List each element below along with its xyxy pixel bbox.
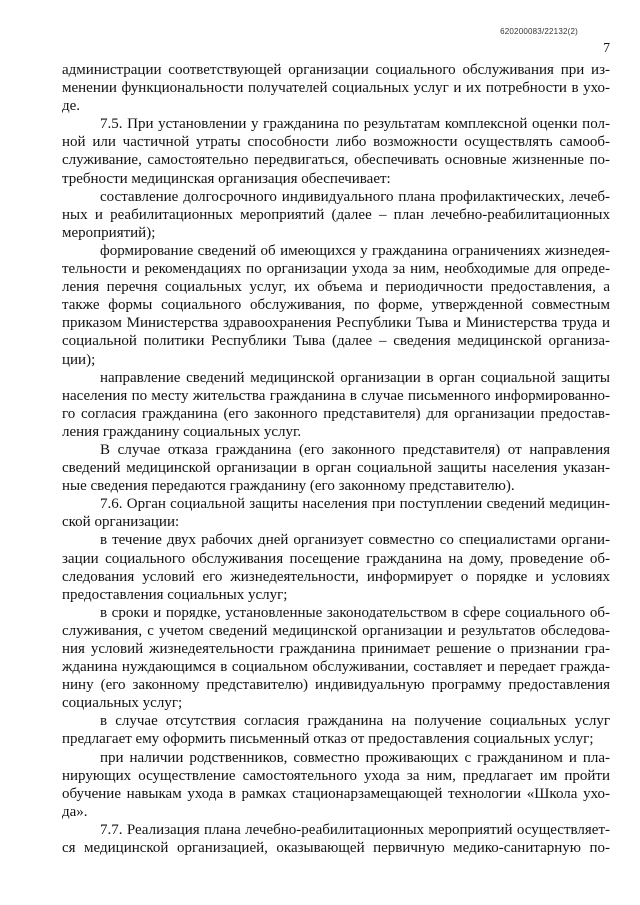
text-line: в случае отсутствия согласия гражданина на получение социальных услуг [100,713,610,730]
text-line: ные сведения передаются гражданину (его законному представителю). [62,478,515,495]
text-line: приказом Министерства здравоохранения Республики Тыва и Министерства труда и [62,315,610,332]
text-line: да». [62,803,88,820]
text-line: мероприятий); [62,224,156,241]
paragraph [62,531,610,603]
paragraph [62,61,610,115]
text-line: ления гражданину социальных услуг. [62,423,302,440]
text-line: В случае отказа гражданина (его законного представителя) от направления [100,441,610,458]
text-line: нину (его законному представителю) индивидуальную программу предоставления [62,677,610,694]
paragraph [62,749,610,821]
text-line: составление долгосрочного индивидуального плана профилактических, лечеб- [100,188,610,205]
text-line: предлагает ему оформить письменный отказ от предоставления социальных услуг; [62,731,594,748]
text-line: предоставления социальных услуг; [62,586,288,603]
text-line: ции); [62,351,96,368]
text-line: зации социального обслуживания посещение гражданина на дому, проведение об- [62,550,610,567]
text-line: де. [62,98,81,115]
text-line: нирующих осуществление самостоятельного ухода за ним, предлагает им пройти [62,767,610,784]
document-registration-code: 620200083/22132(2) [500,27,578,36]
text-line: ния условий жизнедеятельности гражданина принимает решение о признании гра- [62,641,610,657]
text-line: ской организации: [62,514,180,531]
text-line: в сроки и порядке, установленные законодательством в сфере социального об- [100,604,610,621]
paragraph [62,369,610,441]
text-line: социальных услуг; [62,695,183,712]
text-line: служивания, с учетом сведений медицинской организации и результатов обследова- [62,622,610,639]
text-line: ся медицинской организацией, оказывающей первичную медико-санитарную по- [62,840,610,857]
text-line: го согласия гражданина (его законного представителя) для организации предостав- [62,405,610,422]
text-line: служивание, самостоятельно передвигаться, обеспечивать основные жизненные по- [62,152,610,169]
text-line: жданина нуждающимся в социальном обслуживании, составляет и передает гражда- [62,659,610,676]
text-line: формирование сведений об имеющихся у гражданина ограничениях жизнедея- [100,242,610,259]
paragraph [62,441,610,495]
text-line: ных и реабилитационных мероприятий (далее – план лечебно-реабилитационных [62,206,610,223]
paragraph [62,115,610,187]
text-line: населения по месту жительства гражданина в случае письменного информированно- [62,387,610,404]
text-line: в течение двух рабочих дней организует совместно со специалистами органи- [100,532,610,549]
paragraph [62,495,610,531]
paragraph [62,604,610,713]
text-line: также формы социального обслуживания, по форме, утвержденной совместным [62,297,610,314]
page-number: 7 [603,40,610,55]
text-line: 7.6. Орган социальной защиты населения при поступлении сведений медицин- [100,496,610,513]
text-line: при наличии родственников, совместно проживающих с гражданином и пла- [100,749,610,766]
document-body [62,61,610,857]
text-line: обучение навыкам ухода в рамках стационарзамещающей технологии «Школа ухо- [62,785,610,802]
text-line: следования условий его жизнедеятельности, информирует о порядке и условиях [62,568,610,585]
text-line: 7.5. При установлении у гражданина по результатам комплексной оценки пол- [100,116,610,133]
text-line: требности медицинская организация обеспечивает: [62,170,391,187]
text-line: администрации соответствующей организации социального обслуживания при из- [62,62,610,78]
text-line: тельности и рекомендациях по организации ухода за ним, необходимые для опреде- [62,261,610,278]
text-line: ной или частичной утраты способности либо возможности осуществлять самооб- [62,134,610,151]
text-line: направление сведений медицинской организации в орган социальной защиты [100,369,610,386]
paragraph [62,712,610,748]
paragraph [62,188,610,242]
text-line: социальной политики Республики Тыва (далее – сведения медицинской организа- [62,333,610,350]
text-line: ления перечня социальных услуг, их объема и периодичности предоставления, а [62,279,610,296]
text-line: менении функциональности получателей социальных услуг и их потребности в ухо- [62,80,610,97]
paragraph [62,242,610,369]
text-line: 7.7. Реализация плана лечебно-реабилитационных мероприятий осуществляет- [100,821,610,838]
paragraph [62,821,610,857]
text-line: сведений медицинской организации в орган социальной защиты населения указан- [62,460,610,477]
